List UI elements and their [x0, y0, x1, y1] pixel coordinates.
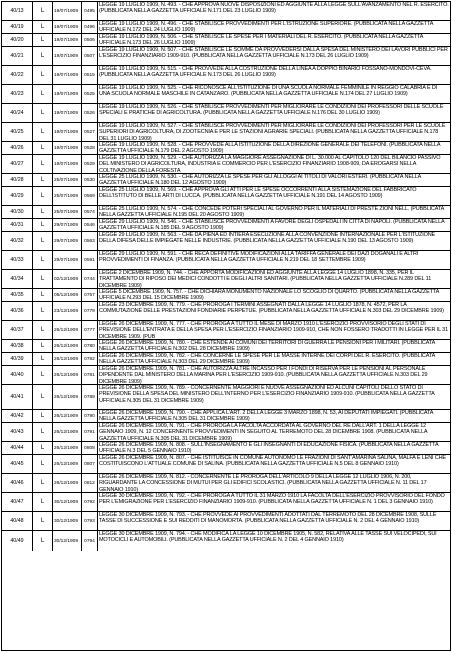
- table-row: [2, 104, 450, 123]
- register-table: [1, 1, 451, 651]
- record-number-cell: 40/49: [2, 531, 33, 551]
- record-number-cell: 40/23: [2, 85, 33, 103]
- record-number-cell: 40/45: [2, 455, 33, 473]
- record-date-cell: 29/07/1909: [53, 251, 82, 269]
- table-row: [2, 174, 450, 187]
- record-type-cell: L: [33, 289, 53, 301]
- record-description-cell: LEGGE 19 LUGLIO 1909, N. 528. - CHE PROVVEDE ALLA ISTITUZIONE DELLA DIREZIONE GENERALE DEI TELEFONI. (PUBBLICATA NELLA GAZZETTA UFFICIALE N.179 DEL 2 AGOSTO 1909): [99, 142, 441, 154]
- record-code-cell: 0515: [82, 66, 98, 84]
- table-row: [2, 493, 450, 512]
- record-type-cell: L: [33, 2, 53, 20]
- table-row: [2, 123, 450, 142]
- record-number-cell: 40/30: [2, 206, 33, 218]
- record-description-cell: LEGGE 19 LUGLIO 1909, N. 527. - CHE STABILISCE PROVVEDIMENTI PER MIGLIORARE LE CONDIZIONI DEI PROFESSORI PER LE SCUOLE SUPERIORI DI AGRICOLTURA, DI ZOOTECNIA E PER LE STAZIONI AGRARIE SPECIALI. (PUBBLICATA NELLA GAZZETTA UFFICIALE N.178 DEL 31 LUGLIO 1909): [99, 123, 446, 141]
- record-date-cell: 19/07/1909: [53, 66, 82, 84]
- record-date-cell: 29/07/1909: [53, 232, 82, 250]
- record-number-cell: 40/46: [2, 474, 33, 492]
- record-code-cell: 0569: [82, 187, 98, 205]
- table-row: [2, 232, 450, 251]
- record-date-cell: 26/12/1909: [53, 455, 82, 473]
- record-date-cell: 26/12/1909: [53, 353, 82, 365]
- record-number-cell: 40/35: [2, 289, 33, 301]
- record-type-cell: L: [33, 353, 53, 365]
- record-number-cell: 40/19: [2, 21, 33, 33]
- record-type-cell: L: [33, 219, 53, 231]
- record-date-cell: 26/12/1909: [53, 442, 82, 454]
- record-number-cell: 40/32: [2, 232, 33, 250]
- table-row: [2, 321, 450, 340]
- record-type-cell: L: [33, 104, 53, 122]
- record-code-cell: 0808: [82, 442, 98, 454]
- record-description-cell: LEGGE 26 DICEMBRE 1909, N. 789. - CONCERNENTE MAGGIORI E NUOVE ASSEGNAZIONI ED ALCUNI CAPITOLI DELLO STATO DI PREVISIONE DELLA SPESA DEL MINISTERO DELL'INTERNO PER L'ESERCIZIO FINANZIARIO 1909-910. (PUBBLICATA NELLA GAZZETTA UFFICIALE N.305 DEL 31 DICEMBRE 1909): [99, 385, 435, 404]
- record-code-cell: 0779: [82, 302, 98, 320]
- record-code-cell: 0782: [82, 353, 98, 365]
- table-row: [2, 270, 450, 289]
- record-number-cell: 40/42: [2, 410, 33, 422]
- record-date-cell: 26/12/1909: [53, 410, 82, 422]
- table-row: [2, 531, 450, 551]
- record-number-cell: 40/34: [2, 270, 33, 288]
- record-description-cell: LEGGE 26 DICEMBRE 1909, N. 791. - CHE PROROGA LA FACOLTA ACCORDATA AL GOVERNO DEL RE DALL'ART. 1 DELLA LEGGE 12 GENNAIO 1909, N. 12 CONCERNENTE PROVVEDIMENTI IN SEGUITO AL TERREMOTO DEL 28 DICEMBRE 1908. (PUBBLICATA NELLA GAZZETTA UFFICIALE N.305 DEL 31 DICEMBRE 1909): [99, 423, 428, 441]
- record-code-cell: 0793: [82, 512, 98, 530]
- record-type-cell: L: [33, 47, 53, 65]
- record-date-cell: 19/07/1909: [53, 85, 82, 103]
- record-description-cell: LEGGE 26 DICEMBRE 1909, N. 782. - CHE CONCERNE LE SPESE PER LE MASSE INTERNE DEI CORPI DEL R. ESERCITO. (PUBBLICATA NELLA GAZZETTA UFFICIALE N.303 DEL 29 DICEMBRE 1909): [99, 353, 435, 365]
- record-code-cell: 0530: [82, 174, 98, 186]
- record-type-cell: L: [33, 142, 53, 154]
- record-description-cell: LEGGE 30 DICEMBRE 1909, N. 793. - CHE PROVVEDE AI PROVVEDIMENTI ADOTTATI DAL TERREMOTO DEL 28 DICEMBRE 1908, SULLE TASSE DI SUCCESSIONE E SUI REDDITI DI MANOMORTA. (PUBBLICATA NELLA GAZZETTA UFFICIALE N. 2 DEL 4 GENNAIO 1910): [99, 512, 437, 525]
- table-row: [2, 385, 450, 410]
- record-number-cell: 40/26: [2, 142, 33, 154]
- record-code-cell: 0591: [82, 251, 98, 269]
- record-date-cell: 19/07/1909: [53, 34, 82, 46]
- record-description-cell: LEGGE 26 DICEMBRE 1909, N. 812. - CONCERNENTE LE PROROGA DELL'ARTICOLO 9 DELLA LEGGE 12 LUGLIO 1906, N. 200, RIGUARDANTE LA CONCESSIONE DI MUTUI PER GLI EDIFICI SCOLASTICI. (PUBBLICATA NELLA GAZZETTA UFFICIALE N. 11 DEL 17 GENNAIO 1910): [99, 474, 427, 492]
- record-code-cell: 0789: [82, 385, 98, 409]
- record-number-cell: 40/28: [2, 174, 33, 186]
- record-type-cell: L: [33, 123, 53, 141]
- record-type-cell: L: [33, 155, 53, 173]
- record-description-cell: LEGGE 25 LUGLIO 1909, N. 574. - CHE CONCEDE POTERI SPECIALI AL GOVERNO PER IL MATERIALI DI PRESTE ZIONI NELL. (PUBBLICATA NELLA GAZZETTA UFFICIALE N.195 DEL 20 AGOSTO 1909): [99, 206, 444, 218]
- record-description-cell: LEGGE 30 DICEMBRE 1909, N. 794. - CHE MODIFICA LA LEGGE 10 DICEMBRE 1905, N. 582, RELATIVA ALLE TASSE SUI VELOCIPEDI, SUI MOTOCICLI E AUTOMOBILI. (PUBBLICATA NELLA GAZZETTA UFFICIALE N. 2 DEL 4 GENNAIO 1910): [99, 531, 437, 544]
- record-type-cell: L: [33, 21, 53, 33]
- record-description-cell: LEGGE 19 LUGLIO 1909, N. 493. - CHE APPROVA NUOVE DISPOSIZIONI ED AGGIUNTE ALLA LEGGE SULL'AVANZAMENTO NEL R. ESERCITO. (PUBBLICATA NELLA GAZZETTA UFFICIALE N.171 DEL 23 LUGLIO 1909): [99, 2, 449, 15]
- record-code-cell: 0495: [82, 2, 98, 20]
- record-description-cell: LEGGE 5 DICEMBRE 1909, N. 757. - CHE DICHIARA MONUMENTO NAZIONALE LO SCOGLIO DI QUARTO. (PUBBLICATA NELLA GAZZETTA UFFICIALE N.293 DEL 15 DICEMBRE 1909): [99, 289, 439, 301]
- record-code-cell: 0526: [82, 104, 98, 122]
- table-row: [2, 47, 450, 66]
- record-date-cell: 19/07/1909: [53, 142, 82, 154]
- record-type-cell: L: [33, 206, 53, 218]
- record-date-cell: 26/12/1909: [53, 366, 82, 384]
- record-type-cell: L: [33, 187, 53, 205]
- record-number-cell: 40/47: [2, 493, 33, 511]
- record-description-cell: LEGGE 19 LUGLIO 1909, N. 529. - CHE AUTORIZZA LA MAGGIORE ASSEGNAZIONE DI L. 30.000 AL CAPITOLO 120 DEL BILANCIO PASSIVO DEL MINISTERO DI AGRICOLTURA, INDUSTRIA E COMMERCIO PER L'ESERCIZIO FINANZIARIO 1908-909, DA EROGARSI NELLA COLTIVAZIONE DELLA FORESTA: [99, 155, 441, 173]
- record-code-cell: 0529: [82, 155, 98, 173]
- record-date-cell: 25/07/1909: [53, 206, 82, 218]
- record-description-cell: LEGGE 25 LUGLIO 1909, N. 530. - CHE AUTORIZZA LE SPESE PER GLI ALLOGGI AI TITOLI DI VALORI ESTERI. (PUBBLICATA NELLA GAZZETTA UFFICIALE N.180 DEL 12 AGOSTO 1909): [99, 174, 421, 186]
- record-code-cell: 0812: [82, 474, 98, 492]
- record-type-cell: L: [33, 66, 53, 84]
- table-row: [2, 142, 450, 155]
- table-row: [2, 2, 450, 21]
- record-description-cell: LEGGE 2 DICEMBRE 1909, N. 744. - CHE APPORTA MODIFICAZIONI ED AGGIUNTE ALLA LEGGE 14 LUGLIO 1898, N. 335, PER IL TRATTAMENTO DI RIPOSO DEI MEDICI CONDOTTI E DEGLI ALTRI SANITARI. (PUBBLICATA NELLA GAZZETTA UFFICIALE N.289 DEL 11 DICEMBRE 1909): [99, 270, 432, 288]
- record-description-cell: LEGGE 26 DICEMBRE 1909, N. 780. - CHE ESTENDE AI COMUNI DEI TERRITORI DI GUERRA LE PENSIONI PER I MILITARI. (PUBBLICATA NELLA GAZZETTA UFFICIALE N.302 DEL 28 DICEMBRE 1909): [99, 340, 435, 352]
- record-type-cell: L: [33, 34, 53, 46]
- record-type-cell: L: [33, 340, 53, 352]
- record-description-cell: LEGGE 29 LUGLIO 1909, N. 591. - CHE RECA DEFINITIVE MODIFICAZIONI ALLA TARIFFA GENERALE DEI DAZI DOGANALI E ALTRI PROVVEDIMENTI DI FINANZA. (PUBBLICATA NELLA GAZZETTA UFFICIALE N.219 DEL 18 SETTEMBRE 1909): [99, 251, 419, 264]
- record-date-cell: 19/07/1909: [53, 21, 82, 33]
- record-number-cell: 40/43: [2, 423, 33, 441]
- table-row: [2, 21, 450, 34]
- table-row: [2, 155, 450, 174]
- record-description-cell: LEGGE 19 LUGLIO 1909, N. 506. - CHE STABILISCE LE SPESE PER I MATERIALI DEL R. ESERCITO. (PUBBLICATA NELLA GAZZETTA UFFICIALE N.173 DEL 26 LUGLIO 1909): [99, 34, 423, 46]
- record-number-cell: 40/21: [2, 47, 33, 65]
- table-row: [2, 66, 450, 85]
- record-date-cell: 19/07/1909: [53, 104, 82, 122]
- record-date-cell: 19/07/1909: [53, 155, 82, 173]
- table-row: [2, 34, 450, 47]
- record-description-cell: LEGGE 25 LUGLIO 1909, N. 569. - CHE APPROVA GLI ATTI PER LE SPESE OCCORRENTI ALLA SISTEMAZIONE DEL FABBRICATO DELL'ISTITUTO DI BELLE ARTI DI LUCCA. (PUBBLICATA NELLA GAZZETTA UFFICIALE N.191 DEL 14 AGOSTO 1909): [99, 187, 417, 200]
- record-date-cell: 25/07/1909: [53, 174, 82, 186]
- record-code-cell: 0528: [82, 142, 98, 154]
- record-number-cell: 40/44: [2, 442, 33, 454]
- record-number-cell: 40/48: [2, 512, 33, 530]
- record-number-cell: 40/22: [2, 66, 33, 84]
- record-code-cell: 0790: [82, 410, 98, 422]
- record-code-cell: 0527: [82, 123, 98, 141]
- record-description-cell: LEGGE 26 DICEMBRE 1909, N. 807. - CHE ISTITUISCE IN COMUNE AUTONOMO LE FRAZIONI DI SANT'AMARINA SALINA, MALFA E LENI CHE COSTITUISCONO L'ATTUALE COMUNE DI SALINA. (PUBBLICATA NELLA GAZZETTA UFFICIALE N.5 DEL 8 GENNAIO 1910): [99, 455, 446, 468]
- record-type-cell: L: [33, 531, 53, 551]
- record-code-cell: 0546: [82, 219, 98, 231]
- table-row: [2, 455, 450, 474]
- record-number-cell: 40/38: [2, 340, 33, 352]
- record-description-cell: LEGGE 26 DICEMBRE 1909, N. 777. - CHE PROROGA A TUTTO IL MESE DI MARZO 1910 L'ESERCIZIO PROVVISORIO DEGLI STATI DI PREVISIONE DELL'ENTRATA E DELLA SPESA PER L'ESERCIZIO FINANZIARIO 1909-910, CHE NON FOSSERO TRADOTTI IN LEGGE PER IL 31 DICEMBRE 1909. (PUB: [99, 321, 448, 339]
- record-description-cell: LEGGE 29 LUGLIO 1909, N. 563. - CHE DA PIENA ED INTIERA ESECUZIONE ALLA CONVENZIONE INTERNAZIONALE PER L'ISTITUZIONE DELLA DIFESA DELLE IMPIEGATE NELLE INDUSTRIE. (PUBBLICATA NELLA GAZZETTA UFFICIALE N.190 DEL 13 AGOSTO 1909): [99, 232, 436, 245]
- table-row: [2, 206, 450, 219]
- record-code-cell: 0506: [82, 34, 98, 46]
- record-type-cell: L: [33, 385, 53, 409]
- record-number-cell: 40/33: [2, 251, 33, 269]
- table-row: [2, 85, 450, 104]
- record-code-cell: 0780: [82, 340, 98, 352]
- record-date-cell: 19/07/1909: [53, 47, 82, 65]
- record-description-cell: LEGGE 30 DICEMBRE 1909, N. 792. - CHE PROROGA A TUTTO IL 31 MARZO 1910 LA FACOLTA DELL'ESERCIZIO PROVVISORIO DEL FONDO PER L'EMIGRAZIONE PER L'ESERCIZIO FINANZIARIO 1909-910. (PUBBLICATA NELLA GAZZETTA UFFICIALE N. 1 DEL 3 GENNAIO 1910): [99, 493, 445, 506]
- table-row: [2, 187, 450, 206]
- record-number-cell: 40/13: [2, 2, 33, 20]
- record-number-cell: 40/36: [2, 302, 33, 320]
- record-date-cell: 30/12/1909: [53, 531, 82, 551]
- record-description-cell: LEGGE 23 DICEMBRE 1909, N. 779. - CHE PROROGA I TERMINI ASSEGNATI DALLA LEGGE 14 LUGLIO 1878, N. 4572, PER LA COMMUTAZIONE DELLE PRESTAZIONI FONDIARIE PERPETUE. (PUBBLICATA NELLA GAZZETTA UFFICIALE N.303 DEL 29 DICEMBRE 1909): [99, 302, 444, 315]
- record-date-cell: 19/07/1909: [53, 2, 82, 20]
- record-number-cell: 40/31: [2, 219, 33, 231]
- record-date-cell: 02/12/1909: [53, 270, 82, 288]
- record-date-cell: 26/12/1909: [53, 423, 82, 441]
- record-date-cell: 26/12/1909: [53, 385, 82, 409]
- record-type-cell: L: [33, 85, 53, 103]
- record-description-cell: LEGGE 26 DICEMBRE 1909, N. 790. - CHE APPLICA L'ART. 2 DELLA LEGGE 3 MARZO 1898, N. 53, AI DEPUTATI IMPIEGATI. (PUBBLICATA NELLA GAZZETTA UFFICIALE N.305 DEL 31 DICEMBRE 1909): [99, 410, 433, 422]
- table-row: [2, 340, 450, 353]
- record-number-cell: 40/40: [2, 366, 33, 384]
- record-date-cell: 25/07/1909: [53, 187, 82, 205]
- record-code-cell: 0507: [82, 47, 98, 65]
- table-row: [2, 410, 450, 423]
- record-description-cell: LEGGE 29 LUGLIO 1909, N. 546. - CHE STABILISCE PROVVEDIMENTI A FAVORE DEGLI OSPEDALI IN CITTA DI NAPOLI. (PUBBLICATA NELLA GAZZETTA UFFICIALE N.185 DEL 9 AGOSTO 1909): [99, 219, 445, 231]
- record-code-cell: 0807: [82, 455, 98, 473]
- record-number-cell: 40/24: [2, 104, 33, 122]
- record-code-cell: 0525: [82, 85, 98, 103]
- record-number-cell: 40/29: [2, 187, 33, 205]
- record-type-cell: L: [33, 302, 53, 320]
- record-type-cell: L: [33, 512, 53, 530]
- table-row: [2, 251, 450, 270]
- record-type-cell: L: [33, 270, 53, 288]
- record-number-cell: 40/27: [2, 155, 33, 173]
- record-type-cell: L: [33, 455, 53, 473]
- record-number-cell: 40/39: [2, 353, 33, 365]
- table-row: [2, 512, 450, 531]
- record-description-cell: LEGGE 26 DICEMBRE 1909, N. 781. - CHE AUTORIZZA ALTRE INCASSO PER I FONDI DI RISERVA PER LE PENSIONI AL PERSONALE DIPENDENTE DAL MINISTERO DELLA MARINA PER L'ESERCIZIO 1909-910. (PUBBLICATA NELLA GAZZETTA UFFICIALE N.303 DEL 29 DICEMBRE 1909): [99, 366, 428, 384]
- record-type-cell: L: [33, 366, 53, 384]
- record-code-cell: 0563: [82, 232, 98, 250]
- record-code-cell: 0757: [82, 289, 98, 301]
- table-row: [2, 302, 450, 321]
- record-type-cell: L: [33, 493, 53, 511]
- record-date-cell: 26/12/1909: [53, 474, 82, 492]
- table-row: [2, 474, 450, 493]
- record-number-cell: 40/25: [2, 123, 33, 141]
- record-code-cell: 0496: [82, 21, 98, 33]
- record-date-cell: 05/12/1909: [53, 289, 82, 301]
- record-code-cell: 0791: [82, 423, 98, 441]
- table-row: [2, 366, 450, 385]
- record-code-cell: 0744: [82, 270, 98, 288]
- record-number-cell: 40/37: [2, 321, 33, 339]
- record-code-cell: 0777: [82, 321, 98, 339]
- table-row: [2, 423, 450, 442]
- record-type-cell: L: [33, 232, 53, 250]
- record-type-cell: L: [33, 442, 53, 454]
- record-code-cell: 0781: [82, 366, 98, 384]
- record-type-cell: L: [33, 174, 53, 186]
- record-date-cell: 26/12/1909: [53, 340, 82, 352]
- record-date-cell: 30/12/1909: [53, 512, 82, 530]
- record-code-cell: 0574: [82, 206, 98, 218]
- record-number-cell: 40/41: [2, 385, 33, 409]
- record-description-cell: LEGGE 19 LUGLIO 1909, N. 525. - CHE RICONOSCE ALL'ISTITUZIONE DI UNA SCUOLA NORMALE FEMMINILE IN REGGIO CALABRIA E DI UNA SCUOLA NORMALE MASCHILE IN CATANZARO. (PUBBLICATA NELLA GAZZETTA UFFICIALE N.174 DEL 27 LUGLIO 1909): [99, 85, 438, 98]
- record-date-cell: 29/07/1909: [53, 219, 82, 231]
- table-row: [2, 219, 450, 232]
- record-description-cell: LEGGE 19 LUGLIO 1909, N. 515. - CHE PROVVEDE ALLA COSTRUZIONE DELLA LINEA A DOPPIO BINARIO FOSSANO-MONDOVI-CEVA. (PUBBLICATA NELLA GAZZETTA UFFICIALE N.173 DEL 26 LUGLIO 1909): [99, 66, 432, 79]
- record-description-cell: LEGGE 19 LUGLIO 1909, N. 496. - CHE STABILISCE PROVVEDIMENTI PER L'ISTRUZIONE SUPERIORE. (PUBBLICATA NELLA GAZZETTA UFFICIALE N.172 DEL 24 LUGLIO 1909): [99, 21, 433, 33]
- record-type-cell: L: [33, 474, 53, 492]
- record-date-cell: 23/12/1909: [53, 302, 82, 320]
- record-description-cell: LEGGE 19 LUGLIO 1909, N. 507. - CHE STABILISCE LE SOMME DA PROVVEDERSI DALLA SPESA DEL MINISTERO DEI LAVORI PUBBLICI PER L'ESERCIZIO FINANZIARIO 1909-910. (PUBBLICATA NELLA GAZZETTA UFFICIALE N.173 DEL 26 LUGLIO 1909): [99, 47, 448, 60]
- record-type-cell: L: [33, 423, 53, 441]
- record-type-cell: L: [33, 410, 53, 422]
- table-row: [2, 353, 450, 366]
- record-date-cell: 30/12/1909: [53, 493, 82, 511]
- record-description-cell: LEGGE 26 DICEMBRE 1909, N. 808. - SULL'INSEGNAMENTO E GLI INSEGNANTI DI EDUCAZIONE FISICA. (PUBBLICATA NELLA GAZZETTA UFFICIALE N.3 DEL 5 GENNAIO 1910): [99, 442, 439, 454]
- record-code-cell: 0792: [82, 493, 98, 511]
- record-type-cell: L: [33, 251, 53, 269]
- record-date-cell: 19/07/1909: [53, 123, 82, 141]
- record-number-cell: 40/20: [2, 34, 33, 46]
- record-code-cell: 0794: [82, 531, 98, 551]
- record-date-cell: 26/12/1909: [53, 321, 82, 339]
- record-description-cell: LEGGE 19 LUGLIO 1909, N. 526. - CHE STABILISCE PROVVEDIMENTI PER MIGLIORARE LE CONDIZIONI DEI PROFESSORI DELLE SCUOLE SPECIALI E PRATICHE DI AGRICOLTURA. (PUBBLICATA NELLA GAZZETTA UFFICIALE N.176 DEL 30 LUGLIO 1909): [99, 104, 444, 117]
- table-row: [2, 442, 450, 455]
- record-type-cell: L: [33, 321, 53, 339]
- table-row: [2, 289, 450, 302]
